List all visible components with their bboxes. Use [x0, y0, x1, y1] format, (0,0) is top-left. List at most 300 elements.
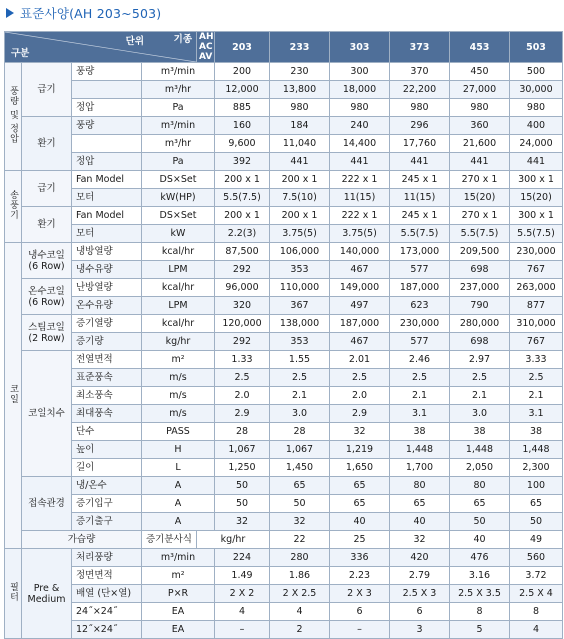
- value-cell: 2 X 2: [215, 585, 270, 603]
- value-cell: 1,700: [390, 459, 450, 477]
- item-label: Fan Model: [72, 171, 142, 189]
- unit-label: H: [142, 441, 215, 459]
- value-cell: 87,500: [215, 243, 270, 261]
- value-cell: 200 x 1: [270, 207, 330, 225]
- value-cell: 1,448: [450, 441, 510, 459]
- value-cell: 2.5: [390, 369, 450, 387]
- series-av: AV: [199, 52, 213, 62]
- value-cell: 110,000: [270, 279, 330, 297]
- value-cell: 1,067: [270, 441, 330, 459]
- value-cell: 1,448: [510, 441, 563, 459]
- item-label: 모터: [72, 225, 142, 243]
- value-cell: 2.1: [270, 387, 330, 405]
- value-cell: 980: [510, 99, 563, 117]
- value-cell: 237,000: [450, 279, 510, 297]
- item-label: 풍량: [72, 117, 142, 135]
- value-cell: 300: [330, 63, 390, 81]
- value-cell: 2.0: [330, 387, 390, 405]
- value-cell: 120,000: [215, 315, 270, 333]
- section-label: 필터: [8, 582, 18, 602]
- value-cell: 1,250: [215, 459, 270, 477]
- table-row: [5, 513, 563, 531]
- value-cell: 245 x 1: [390, 171, 450, 189]
- value-cell: 173,000: [390, 243, 450, 261]
- unit-label: m³/hr: [142, 81, 215, 99]
- value-cell: 3.75(5): [330, 225, 390, 243]
- table-row: [5, 153, 563, 171]
- value-cell: 3: [390, 621, 450, 639]
- group-humidifier: 가습량: [22, 531, 142, 549]
- table-row: [5, 333, 563, 351]
- item-label: 증기출구: [72, 513, 142, 531]
- series-ah: AH: [199, 32, 214, 42]
- unit-label: kcal/hr: [142, 279, 215, 297]
- value-cell: 1.33: [215, 351, 270, 369]
- value-cell: 49: [510, 531, 563, 549]
- value-cell: 497: [330, 297, 390, 315]
- value-cell: 38: [450, 423, 510, 441]
- value-cell: 50: [215, 495, 270, 513]
- table-row: [5, 405, 563, 423]
- value-cell: 450: [450, 63, 510, 81]
- section-label: 송풍기: [8, 190, 18, 220]
- unit-label: m²: [142, 567, 215, 585]
- value-cell: 2 X 2.5: [270, 585, 330, 603]
- series-ac: AC: [199, 42, 213, 52]
- value-cell: 38: [510, 423, 563, 441]
- item-label: 증기분사식: [142, 531, 197, 549]
- value-cell: 100: [510, 477, 563, 495]
- value-cell: 5: [450, 621, 510, 639]
- value-cell: 14,400: [330, 135, 390, 153]
- value-cell: 27,000: [450, 81, 510, 99]
- unit-label: m²: [142, 351, 215, 369]
- table-row: [5, 621, 563, 639]
- value-cell: 32: [330, 423, 390, 441]
- value-cell: 3.0: [450, 405, 510, 423]
- table-row: [5, 99, 563, 117]
- table-row: [5, 207, 563, 225]
- value-cell: 367: [270, 297, 330, 315]
- value-cell: 32: [390, 531, 450, 549]
- value-cell: –: [330, 621, 390, 639]
- value-cell: 2.5 X 3.5: [450, 585, 510, 603]
- item-label: Fan Model: [72, 207, 142, 225]
- value-cell: 420: [390, 549, 450, 567]
- table-row: [5, 387, 563, 405]
- item-label: 24˝×24˝: [72, 603, 142, 621]
- value-cell: 65: [330, 477, 390, 495]
- header-model-373: 373: [390, 32, 450, 63]
- value-cell: 2.5 X 3: [390, 585, 450, 603]
- item-label: [72, 135, 142, 153]
- item-label: [72, 81, 142, 99]
- value-cell: 28: [215, 423, 270, 441]
- value-cell: 441: [330, 153, 390, 171]
- item-label: 풍량: [72, 63, 142, 81]
- header-model-233: 233: [270, 32, 330, 63]
- value-cell: 11,040: [270, 135, 330, 153]
- value-cell: 560: [510, 549, 563, 567]
- value-cell: 2.5: [215, 369, 270, 387]
- value-cell: 980: [390, 99, 450, 117]
- value-cell: 392: [215, 153, 270, 171]
- value-cell: 441: [450, 153, 510, 171]
- table-row: [5, 279, 563, 297]
- value-cell: 2,050: [450, 459, 510, 477]
- value-cell: 5.5(7.5): [450, 225, 510, 243]
- unit-label: EA: [142, 603, 215, 621]
- item-label: 정압: [72, 153, 142, 171]
- table-row: [5, 189, 563, 207]
- group-filter: Pre & Medium: [22, 549, 72, 639]
- unit-label: A: [142, 495, 215, 513]
- value-cell: 441: [270, 153, 330, 171]
- value-cell: 1.49: [215, 567, 270, 585]
- value-cell: 22,200: [390, 81, 450, 99]
- value-cell: 263,000: [510, 279, 563, 297]
- value-cell: 65: [390, 495, 450, 513]
- value-cell: 280,000: [450, 315, 510, 333]
- value-cell: 476: [450, 549, 510, 567]
- value-cell: 8: [510, 603, 563, 621]
- group-exhaust2: 환기: [22, 207, 72, 243]
- item-label: 정압: [72, 99, 142, 117]
- value-cell: 4: [270, 603, 330, 621]
- item-label: 난방열량: [72, 279, 142, 297]
- value-cell: 200 x 1: [270, 171, 330, 189]
- value-cell: 3.0: [270, 405, 330, 423]
- value-cell: 441: [390, 153, 450, 171]
- header-model-453: 453: [450, 32, 510, 63]
- table-row: [5, 63, 563, 81]
- value-cell: 2.46: [390, 351, 450, 369]
- header-model-303: 303: [330, 32, 390, 63]
- item-label: 증기열량: [72, 315, 142, 333]
- value-cell: 200 x 1: [215, 171, 270, 189]
- value-cell: 245 x 1: [390, 207, 450, 225]
- item-label: 모터: [72, 189, 142, 207]
- unit-label: Pa: [142, 153, 215, 171]
- value-cell: 2.23: [330, 567, 390, 585]
- unit-label: DS×Set: [142, 171, 215, 189]
- item-label: 12˝×24˝: [72, 621, 142, 639]
- group-hot_coil: 온수코일 (6 Row): [22, 279, 72, 315]
- unit-label: DS×Set: [142, 207, 215, 225]
- unit-label: Pa: [142, 99, 215, 117]
- unit-label: kcal/hr: [142, 315, 215, 333]
- value-cell: 187,000: [390, 279, 450, 297]
- value-cell: 270 x 1: [450, 207, 510, 225]
- item-label: 증기입구: [72, 495, 142, 513]
- value-cell: 2: [270, 621, 330, 639]
- page-title: 표준사양(AH 203~503): [20, 6, 162, 21]
- value-cell: 2.1: [450, 387, 510, 405]
- value-cell: 500: [510, 63, 563, 81]
- value-cell: 3.72: [510, 567, 563, 585]
- value-cell: 885: [215, 99, 270, 117]
- section-s1: [5, 63, 22, 171]
- value-cell: 441: [510, 153, 563, 171]
- unit-label: A: [142, 477, 215, 495]
- table-row: [5, 531, 563, 549]
- value-cell: 2.5: [510, 369, 563, 387]
- value-cell: 65: [510, 495, 563, 513]
- title-bar: [6, 3, 161, 23]
- value-cell: 200: [215, 63, 270, 81]
- value-cell: 320: [215, 297, 270, 315]
- value-cell: 353: [270, 261, 330, 279]
- value-cell: 1.86: [270, 567, 330, 585]
- value-cell: 2.1: [390, 387, 450, 405]
- item-label: 최대풍속: [72, 405, 142, 423]
- value-cell: 25: [330, 531, 390, 549]
- item-label: 배열 (단×열): [72, 585, 142, 603]
- unit-label: m³/hr: [142, 135, 215, 153]
- section-s4: [5, 549, 22, 639]
- value-cell: 577: [390, 261, 450, 279]
- unit-label: L: [142, 459, 215, 477]
- table-row: [5, 297, 563, 315]
- unit-label: A: [142, 513, 215, 531]
- unit-label: m/s: [142, 369, 215, 387]
- header-diagonal-lines: [5, 32, 196, 62]
- value-cell: 2.5: [330, 369, 390, 387]
- unit-label: LPM: [142, 297, 215, 315]
- value-cell: 292: [215, 333, 270, 351]
- table-row: [5, 567, 563, 585]
- value-cell: 40: [450, 531, 510, 549]
- value-cell: 6: [390, 603, 450, 621]
- header-unit-label: 단위: [125, 36, 144, 47]
- value-cell: 65: [270, 477, 330, 495]
- value-cell: 50: [510, 513, 563, 531]
- value-cell: 160: [215, 117, 270, 135]
- triangle-bullet-icon: [6, 8, 14, 18]
- value-cell: 138,000: [270, 315, 330, 333]
- value-cell: 230,000: [510, 243, 563, 261]
- value-cell: 767: [510, 333, 563, 351]
- table-row: [5, 441, 563, 459]
- value-cell: 11(15): [390, 189, 450, 207]
- value-cell: 1,219: [330, 441, 390, 459]
- value-cell: 467: [330, 261, 390, 279]
- value-cell: 200 x 1: [215, 207, 270, 225]
- value-cell: 21,600: [450, 135, 510, 153]
- value-cell: 1,067: [215, 441, 270, 459]
- header-category-label: 구분: [11, 48, 30, 59]
- value-cell: –: [215, 621, 270, 639]
- value-cell: 65: [450, 495, 510, 513]
- header-model-503: 503: [510, 32, 563, 63]
- item-label: 냉/온수: [72, 477, 142, 495]
- value-cell: 310,000: [510, 315, 563, 333]
- item-label: 냉방열량: [72, 243, 142, 261]
- unit-label: kcal/hr: [142, 243, 215, 261]
- table-row: [5, 135, 563, 153]
- value-cell: 65: [330, 495, 390, 513]
- table-row: [5, 81, 563, 99]
- group-steam_coil: 스팀코일 (2 Row): [22, 315, 72, 351]
- value-cell: 222 x 1: [330, 207, 390, 225]
- item-label: 단수: [72, 423, 142, 441]
- value-cell: 15(20): [450, 189, 510, 207]
- value-cell: 300 x 1: [510, 207, 563, 225]
- unit-label: m³/min: [142, 549, 215, 567]
- item-label: 최소풍속: [72, 387, 142, 405]
- value-cell: 187,000: [330, 315, 390, 333]
- value-cell: 40: [330, 513, 390, 531]
- value-cell: 2.1: [510, 387, 563, 405]
- header-series-labels: [197, 32, 215, 63]
- table-row: [5, 369, 563, 387]
- value-cell: 184: [270, 117, 330, 135]
- value-cell: 4: [215, 603, 270, 621]
- value-cell: 38: [390, 423, 450, 441]
- value-cell: 32: [270, 513, 330, 531]
- value-cell: 6: [330, 603, 390, 621]
- value-cell: 980: [450, 99, 510, 117]
- header-corner-cell: [5, 32, 197, 63]
- value-cell: 9,600: [215, 135, 270, 153]
- value-cell: 209,500: [450, 243, 510, 261]
- value-cell: 2.97: [450, 351, 510, 369]
- value-cell: 1.55: [270, 351, 330, 369]
- group-cold_coil: 냉수코일 (6 Row): [22, 243, 72, 279]
- table-row: [5, 603, 563, 621]
- value-cell: 22: [270, 531, 330, 549]
- value-cell: 467: [330, 333, 390, 351]
- table-row: [5, 225, 563, 243]
- value-cell: 577: [390, 333, 450, 351]
- table-row: [5, 585, 563, 603]
- value-cell: 698: [450, 333, 510, 351]
- value-cell: 5.5(7.5): [510, 225, 563, 243]
- value-cell: 400: [510, 117, 563, 135]
- value-cell: 224: [215, 549, 270, 567]
- value-cell: 4: [510, 621, 563, 639]
- value-cell: 790: [450, 297, 510, 315]
- value-cell: 296: [390, 117, 450, 135]
- table-row: [5, 351, 563, 369]
- value-cell: 2.79: [390, 567, 450, 585]
- value-cell: 2.01: [330, 351, 390, 369]
- value-cell: 2.5 X 4: [510, 585, 563, 603]
- value-cell: 240: [330, 117, 390, 135]
- table-row: [5, 261, 563, 279]
- value-cell: 5.5(7.5): [390, 225, 450, 243]
- header-model-label: 기종: [173, 34, 192, 45]
- unit-label: m³/min: [142, 117, 215, 135]
- section-label: 풍량 및 정압: [8, 86, 18, 144]
- section-s2: [5, 171, 22, 243]
- value-cell: 3.33: [510, 351, 563, 369]
- value-cell: 270 x 1: [450, 171, 510, 189]
- value-cell: 360: [450, 117, 510, 135]
- section-label: 코일: [8, 384, 18, 404]
- value-cell: 292: [215, 261, 270, 279]
- value-cell: 2.5: [270, 369, 330, 387]
- value-cell: 230: [270, 63, 330, 81]
- unit-label: m³/min: [142, 63, 215, 81]
- group-coil_dim: 코일치수: [22, 351, 72, 477]
- value-cell: 2.0: [215, 387, 270, 405]
- value-cell: 353: [270, 333, 330, 351]
- section-s3: [5, 243, 22, 549]
- unit-label: PASS: [142, 423, 215, 441]
- unit-label: LPM: [142, 261, 215, 279]
- table-row: [5, 477, 563, 495]
- value-cell: 149,000: [330, 279, 390, 297]
- item-label: 높이: [72, 441, 142, 459]
- table-row: [5, 117, 563, 135]
- value-cell: 767: [510, 261, 563, 279]
- group-supply2: 급기: [22, 171, 72, 207]
- table-row: [5, 549, 563, 567]
- value-cell: 18,000: [330, 81, 390, 99]
- table-row: [5, 495, 563, 513]
- value-cell: 877: [510, 297, 563, 315]
- group-supply: 급기: [22, 63, 72, 117]
- table-row: [5, 459, 563, 477]
- value-cell: 3.75(5): [270, 225, 330, 243]
- value-cell: 11(15): [330, 189, 390, 207]
- item-label: 증기량: [72, 333, 142, 351]
- item-label: 전열면적: [72, 351, 142, 369]
- unit-label: kg/hr: [142, 333, 215, 351]
- unit-label: kW: [142, 225, 215, 243]
- value-cell: 1,650: [330, 459, 390, 477]
- value-cell: 30,000: [510, 81, 563, 99]
- unit-label: m/s: [142, 405, 215, 423]
- value-cell: 3.1: [510, 405, 563, 423]
- value-cell: 980: [270, 99, 330, 117]
- value-cell: 230,000: [390, 315, 450, 333]
- value-cell: 7.5(10): [270, 189, 330, 207]
- value-cell: 106,000: [270, 243, 330, 261]
- value-cell: 2.9: [215, 405, 270, 423]
- value-cell: 370: [390, 63, 450, 81]
- item-label: 정면면적: [72, 567, 142, 585]
- value-cell: 2.9: [330, 405, 390, 423]
- group-conn: 접속관경: [22, 477, 72, 531]
- value-cell: 280: [270, 549, 330, 567]
- value-cell: 50: [450, 513, 510, 531]
- value-cell: 80: [450, 477, 510, 495]
- value-cell: 40: [390, 513, 450, 531]
- item-label: 처리풍량: [72, 549, 142, 567]
- value-cell: 2 X 3: [330, 585, 390, 603]
- table-row: [5, 243, 563, 261]
- table-row: [5, 423, 563, 441]
- header-model-203: 203: [215, 32, 270, 63]
- unit-label: kW(HP): [142, 189, 215, 207]
- item-label: 온수유량: [72, 297, 142, 315]
- value-cell: 8: [450, 603, 510, 621]
- value-cell: 623: [390, 297, 450, 315]
- value-cell: 15(20): [510, 189, 563, 207]
- value-cell: 50: [270, 495, 330, 513]
- item-label: 표준풍속: [72, 369, 142, 387]
- value-cell: 300 x 1: [510, 171, 563, 189]
- value-cell: 1,450: [270, 459, 330, 477]
- unit-label: EA: [142, 621, 215, 639]
- spec-table: [4, 31, 563, 639]
- value-cell: 24,000: [510, 135, 563, 153]
- value-cell: 140,000: [330, 243, 390, 261]
- value-cell: 698: [450, 261, 510, 279]
- value-cell: 1,448: [390, 441, 450, 459]
